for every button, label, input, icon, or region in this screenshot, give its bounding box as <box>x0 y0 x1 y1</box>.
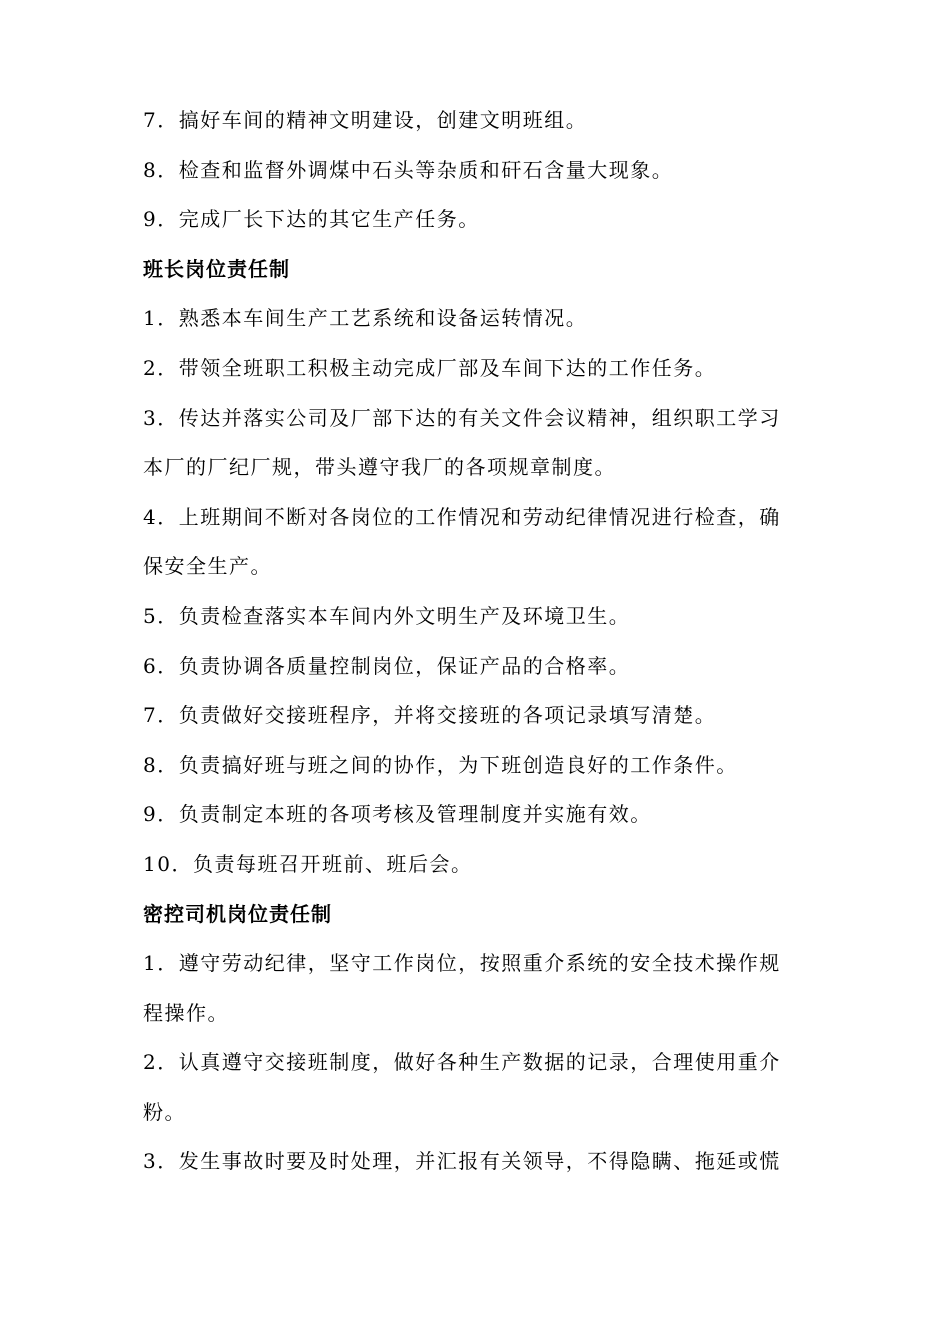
list-item: 3．发生事故时要及时处理，并汇报有关领导，不得隐瞒、拖延或慌 <box>143 1149 781 1174</box>
list-item: 2．带领全班职工积极主动完成厂部及车间下达的工作任务。 <box>143 355 717 380</box>
list-item: 8．负责搞好班与班之间的协作，为下班创造良好的工作条件。 <box>143 752 738 777</box>
list-item: 9．负责制定本班的各项考核及管理制度并实施有效。 <box>143 802 652 827</box>
section-heading-density-control-driver: 密控司机岗位责任制 <box>143 901 332 926</box>
list-item: 1．熟悉本车间生产工艺系统和设备运转情况。 <box>143 306 588 331</box>
list-item: 6．负责协调各质量控制岗位，保证产品的合格率。 <box>143 653 631 678</box>
list-item-continuation: 程操作。 <box>143 1000 229 1025</box>
list-item: 8．检查和监督外调煤中石头等杂质和矸石含量大现象。 <box>143 157 674 182</box>
list-item: 2．认真遵守交接班制度，做好各种生产数据的记录，合理使用重介 <box>143 1050 781 1075</box>
list-item: 5．负责检查落实本车间内外文明生产及环境卫生。 <box>143 603 631 628</box>
list-item-continuation: 本厂的厂纪厂规，带头遵守我厂的各项规章制度。 <box>143 455 616 480</box>
list-item: 3．传达并落实公司及厂部下达的有关文件会议精神，组织职工学习 <box>143 405 781 430</box>
list-item: 9．完成厂长下达的其它生产任务。 <box>143 207 480 232</box>
list-item-continuation: 保安全生产。 <box>143 554 272 579</box>
list-item: 4．上班期间不断对各岗位的工作情况和劳动纪律情况进行检查，确 <box>143 504 781 529</box>
list-item: 7．搞好车间的精神文明建设，创建文明班组。 <box>143 108 588 132</box>
list-item: 1．遵守劳动纪律，坚守工作岗位，按照重介系统的安全技术操作规 <box>143 951 781 976</box>
list-item-continuation: 粉。 <box>143 1099 186 1124</box>
document-page <box>143 96 813 1187</box>
section-heading-team-leader: 班长岗位责任制 <box>143 256 290 281</box>
list-item: 7．负责做好交接班程序，并将交接班的各项记录填写清楚。 <box>143 703 717 728</box>
list-item: 10．负责每班召开班前、班后会。 <box>143 851 473 876</box>
